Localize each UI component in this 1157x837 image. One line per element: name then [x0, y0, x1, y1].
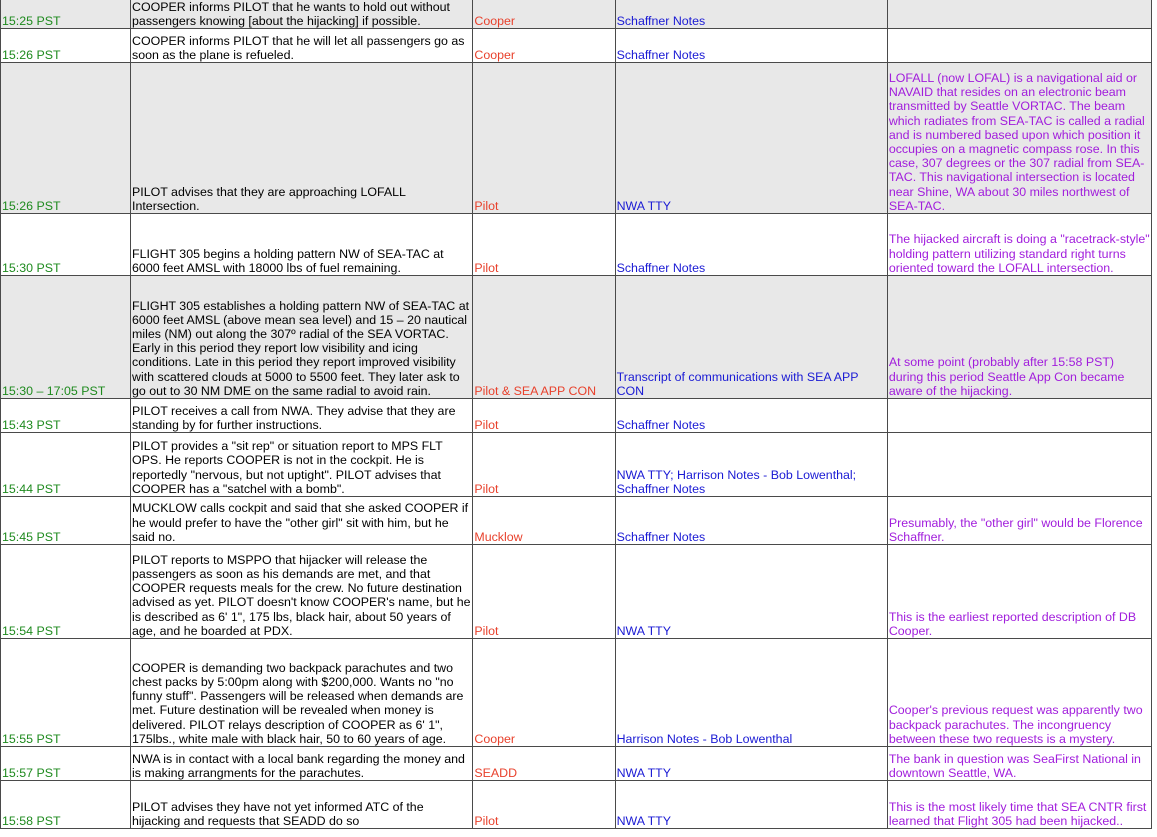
note-cell: LOFALL (now LOFAL) is a navigational aid or NAVAID that resides on an electronic beam transmitted by Seattle VORTAC. The beam which radiates from SEA-TAC is called a radial and is numbered based upon which position it occupies on a magnetic compass rose. In this case, 307 degrees or the 307 radial from SEA-TAC. This navigational intersection is located near Shine, WA about 30 miles northwest of SEA-TAC.: [887, 63, 1151, 214]
reference-cell: Schaffner Notes: [615, 497, 887, 545]
table-row: [1, 639, 1152, 747]
source-cell: Mucklow: [473, 497, 615, 545]
event-cell: MUCKLOW calls cockpit and said that she asked COOPER if he would prefer to have the "other girl" sit with him, but he said no.: [131, 497, 473, 545]
table-row: [1, 29, 1152, 63]
time-cell: 15:45 PST: [1, 497, 131, 545]
source-cell: Pilot: [473, 399, 615, 433]
reference-cell: NWA TTY: [615, 63, 887, 214]
time-cell: 15:54 PST: [1, 545, 131, 639]
event-cell: PILOT provides a "sit rep" or situation report to MPS FLT OPS. He reports COOPER is not in the cockpit. He is reportedly "nervous, but not uptight". PILOT advises that COOPER has a "satchel with a bomb".: [131, 433, 473, 497]
reference-cell: Schaffner Notes: [615, 399, 887, 433]
event-cell: PILOT reports to MSPPO that hijacker will release the passengers as soon as his demands are met, and that COOPER requests meals for the crew. No future destination advised as yet. PILOT doesn't know COOPER's name, but he is described as 6' 1", 175 lbs, black hair, about 50 years of age, and he boarded at PDX.: [131, 545, 473, 639]
event-cell: COOPER is demanding two backpack parachutes and two chest packs by 5:00pm along with $200,000. Wants no "no funny stuff". Passengers will be released when demands are met. Future destination will be revealed when money is delivered. PILOT relays description of COOPER as 6' 1", 175lbs., white male with black hair, 50 to 60 years of age.: [131, 639, 473, 747]
time-cell: 15:26 PST: [1, 63, 131, 214]
source-cell: SEADD: [473, 747, 615, 781]
table-row: [1, 747, 1152, 781]
time-cell: 15:25 PST: [1, 0, 131, 29]
time-cell: 15:57 PST: [1, 747, 131, 781]
table-row: [1, 399, 1152, 433]
note-cell: Presumably, the "other girl" would be Florence Schaffner.: [887, 497, 1151, 545]
event-cell: COOPER informs PILOT that he will let all passengers go as soon as the plane is refueled.: [131, 29, 473, 63]
time-cell: 15:55 PST: [1, 639, 131, 747]
note-cell: [887, 433, 1151, 497]
time-cell: 15:26 PST: [1, 29, 131, 63]
note-cell: This is the earliest reported description of DB Cooper.: [887, 545, 1151, 639]
event-cell: FLIGHT 305 begins a holding pattern NW of SEA-TAC at 6000 feet AMSL with 18000 lbs of fuel remaining.: [131, 214, 473, 276]
reference-cell: Schaffner Notes: [615, 29, 887, 63]
source-cell: Cooper: [473, 29, 615, 63]
reference-cell: NWA TTY: [615, 747, 887, 781]
note-cell: [887, 29, 1151, 63]
reference-cell: NWA TTY: [615, 545, 887, 639]
note-cell: The bank in question was SeaFirst National in downtown Seattle, WA.: [887, 747, 1151, 781]
note-cell: This is the most likely time that SEA CNTR first learned that Flight 305 had been hijacked..: [887, 781, 1151, 829]
event-cell: COOPER informs PILOT that he wants to hold out without passengers knowing [about the hijacking] if possible.: [131, 0, 473, 29]
note-cell: [887, 399, 1151, 433]
event-cell: NWA is in contact with a local bank regarding the money and is making arrangments for the parachutes.: [131, 747, 473, 781]
table-row: [1, 497, 1152, 545]
source-cell: Pilot & SEA APP CON: [473, 276, 615, 399]
table-row: [1, 63, 1152, 214]
source-cell: Pilot: [473, 433, 615, 497]
source-cell: Cooper: [473, 639, 615, 747]
source-cell: Pilot: [473, 781, 615, 829]
table-row: [1, 276, 1152, 399]
event-cell: PILOT receives a call from NWA. They advise that they are standing by for further instructions.: [131, 399, 473, 433]
timeline-body: [1, 0, 1152, 829]
time-cell: 15:30 PST: [1, 214, 131, 276]
time-cell: 15:43 PST: [1, 399, 131, 433]
event-cell: FLIGHT 305 establishes a holding pattern NW of SEA-TAC at 6000 feet AMSL (above mean sea level) and 15 – 20 nautical miles (NM) out along the 307º radial of the SEA VORTAC. Early in this period they report low visibility and icing conditions. Late in this period they report improved visibility with scattered clouds at 5000 to 5500 feet. They later ask to go out to 30 NM DME on the same radial to avoid rain.: [131, 276, 473, 399]
note-cell: [887, 0, 1151, 29]
table-row: [1, 433, 1152, 497]
table-row: [1, 545, 1152, 639]
table-row: [1, 781, 1152, 829]
note-cell: The hijacked aircraft is doing a "racetrack-style" holding pattern utilizing standard right turns oriented toward the LOFALL intersection.: [887, 214, 1151, 276]
table-row: [1, 0, 1152, 29]
reference-cell: Schaffner Notes: [615, 0, 887, 29]
source-cell: Pilot: [473, 545, 615, 639]
source-cell: Pilot: [473, 63, 615, 214]
event-cell: PILOT advises they have not yet informed ATC of the hijacking and requests that SEADD do so: [131, 781, 473, 829]
note-cell: Cooper's previous request was apparently two backpack parachutes. The incongruency between these two requests is a mystery.: [887, 639, 1151, 747]
source-cell: Pilot: [473, 214, 615, 276]
time-cell: 15:30 – 17:05 PST: [1, 276, 131, 399]
reference-cell: Transcript of communications with SEA APP CON: [615, 276, 887, 399]
reference-cell: NWA TTY: [615, 781, 887, 829]
reference-cell: Harrison Notes - Bob Lowenthal: [615, 639, 887, 747]
time-cell: 15:44 PST: [1, 433, 131, 497]
source-cell: Cooper: [473, 0, 615, 29]
table-row: [1, 214, 1152, 276]
time-cell: 15:58 PST: [1, 781, 131, 829]
event-cell: PILOT advises that they are approaching LOFALL Intersection.: [131, 63, 473, 214]
note-cell: At some point (probably after 15:58 PST) during this period Seattle App Con became aware of the hijacking.: [887, 276, 1151, 399]
reference-cell: NWA TTY; Harrison Notes - Bob Lowenthal; Schaffner Notes: [615, 433, 887, 497]
reference-cell: Schaffner Notes: [615, 214, 887, 276]
